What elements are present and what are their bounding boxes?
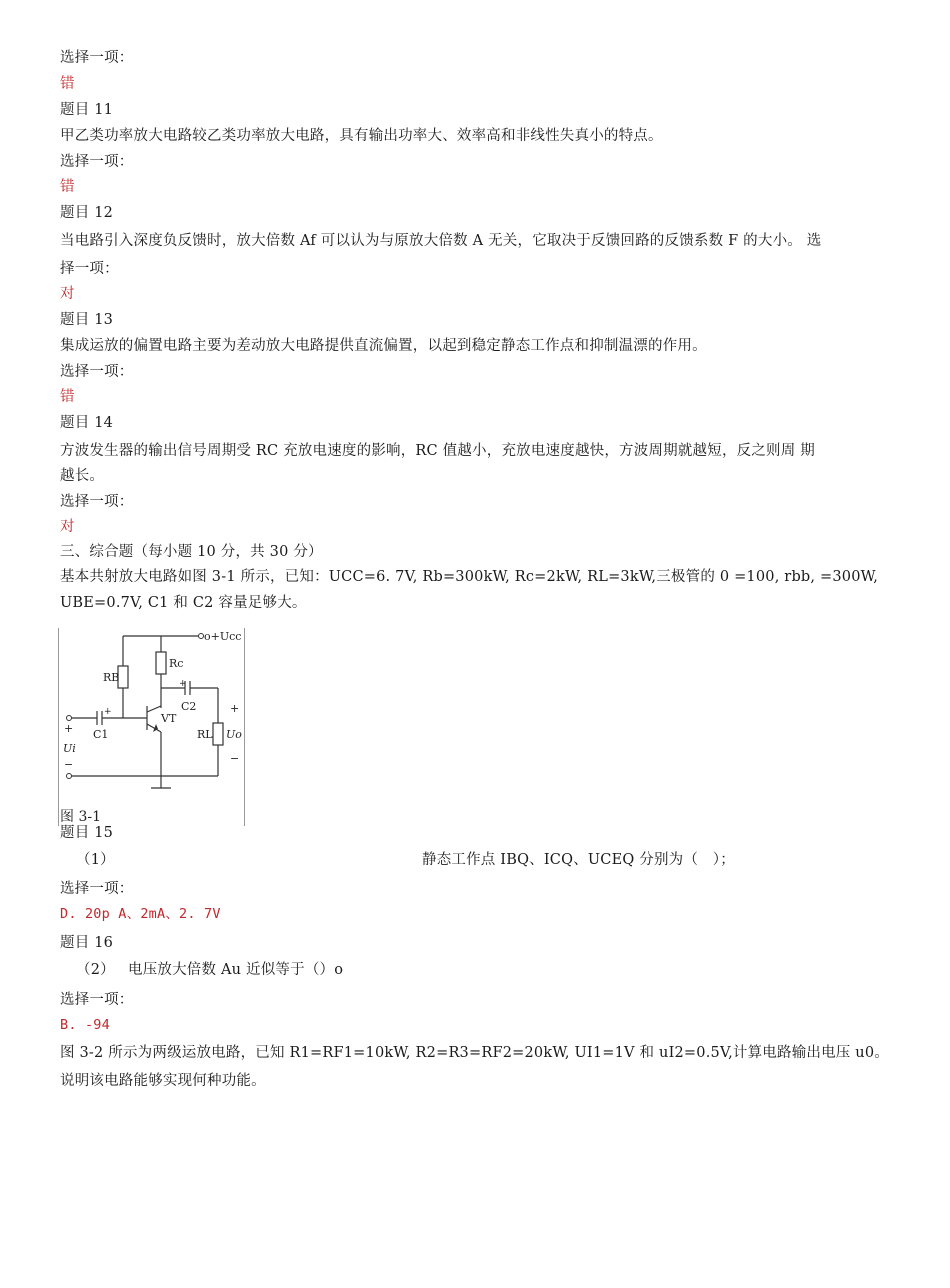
q12-text-line2: 择一项：: [60, 261, 119, 277]
q15-prompt: 选择一项：: [60, 881, 134, 897]
q14-text-line2: 越长。: [60, 468, 105, 484]
label-ucc: o+Ucc: [204, 630, 242, 643]
q13-answer: 错: [60, 389, 75, 405]
figure-caption: 图 3-1: [60, 809, 101, 825]
q11-text: 甲乙类功率放大电路较乙类功率放大电路，具有输出功率大、效率高和非线性失真小的特点。: [60, 128, 663, 144]
q15-text: 静态工作点 IBQ、ICQ、UCEQ 分别为（ ）；: [422, 852, 735, 868]
label-cap-plus-1: +: [104, 707, 112, 717]
q13-prompt: 选择一项：: [60, 364, 134, 380]
q12-title: 题目 12: [60, 205, 114, 221]
label-c2: C2: [181, 700, 197, 713]
next-question-line2: 说明该电路能够实现何种功能。: [60, 1073, 266, 1089]
label-vt: VT: [161, 712, 177, 725]
q14-title: 题目 14: [60, 415, 114, 431]
q16-prompt: 选择一项：: [60, 992, 134, 1008]
q10-prompt: 选择一项：: [60, 50, 134, 66]
label-rb: RB: [103, 671, 120, 684]
circuit-diagram: [59, 628, 244, 826]
q11-answer: 错: [60, 179, 75, 195]
label-plus-in: +: [64, 722, 74, 735]
q13-title: 题目 13: [60, 312, 114, 328]
q16-number: （2）: [76, 962, 115, 978]
q12-answer: 对: [60, 286, 75, 302]
label-uo: Uo: [226, 728, 242, 741]
circuit-figure-3-1: [58, 628, 245, 826]
q16-text: 电压放大倍数 Au 近似等于（）o: [128, 962, 344, 978]
section3-intro-line1: 基本共射放大电路如图 3-1 所示，已知：UCC=6. 7V, Rb=300kW, Rc=2kW, RL=3kW,三极管的 0 =100, rbb, =300W,: [60, 569, 879, 585]
label-ui: Ui: [63, 742, 76, 755]
q14-prompt: 选择一项：: [60, 494, 134, 510]
q16-title: 题目 16: [60, 935, 114, 951]
label-minus-in: −: [64, 758, 74, 771]
label-rc: Rc: [169, 657, 184, 670]
q14-text-line1: 方波发生器的输出信号周期受 RC 充放电速度的影响，RC 值越小，充放电速度越快，方波周期就越短，反之则周 期: [60, 443, 815, 459]
q14-answer: 对: [60, 519, 75, 535]
q12-text-line1: 当电路引入深度负反馈时，放大倍数 Af 可以认为与原放大倍数 A 无关，它取决于反馈回路的反馈系数 F 的大小。 选: [60, 233, 822, 249]
q16-answer: B. -94: [60, 1017, 110, 1033]
q15-number: （1）: [76, 852, 115, 868]
label-c1: C1: [93, 728, 109, 741]
q10-answer: 错: [60, 76, 75, 92]
q11-title: 题目 11: [60, 102, 114, 118]
label-plus-out: +: [230, 702, 240, 715]
label-minus-out: −: [230, 752, 240, 765]
q11-prompt: 选择一项：: [60, 154, 134, 170]
section3-heading: 三、综合题（每小题 10 分，共 30 分）: [60, 544, 323, 560]
q15-title: 题目 15: [60, 825, 114, 841]
next-question-line1: 图 3-2 所示为两级运放电路，已知 R1=RF1=10kW, R2=R3=RF2=20kW, UI1=1V 和 uI2=0.5V,计算电路输出电压 u0。: [60, 1045, 889, 1061]
label-rl: RL: [197, 728, 213, 741]
section3-intro-line2: UBE=0.7V, C1 和 C2 容量足够大。: [60, 595, 307, 611]
label-cap-plus-2: +: [179, 679, 187, 689]
q13-text: 集成运放的偏置电路主要为差动放大电路提供直流偏置，以起到稳定静态工作点和抑制温漂的作用。: [60, 338, 707, 354]
q15-answer: D. 20p A、2mA、2. 7V: [60, 906, 221, 922]
